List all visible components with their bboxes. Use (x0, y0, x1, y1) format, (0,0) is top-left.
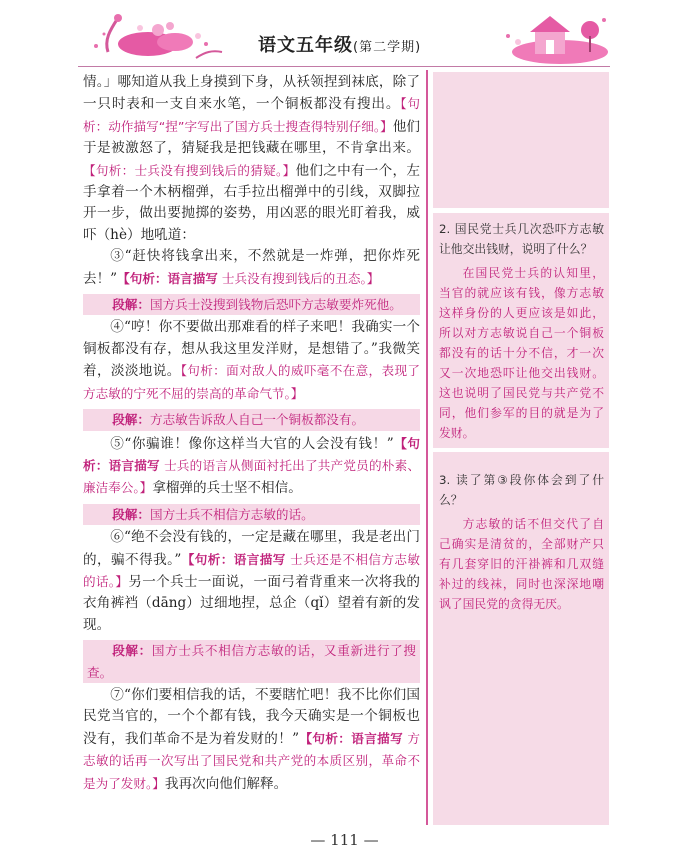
paragraph (83, 246, 420, 290)
analysis-label: 【句析：语言描写 (83, 435, 421, 473)
analysis-label: 【句析：语言描写 (181, 551, 286, 567)
analysis-label: 【句析：语言描写 (299, 730, 404, 746)
left-flower-icon (94, 14, 222, 58)
body-text: ③“赶快将钱拿出来，不然就是一炸弹，把你炸死去！” (83, 248, 420, 287)
body-text: 他们于是被激怒了，猜疑我是把钱藏在哪里，不肯拿出来。 (83, 118, 420, 157)
answer-text: 方志敏的话不但交代了自己确实是清贫的，全部财产只有几套穿旧的汗褂裤和几双缝补过的线袜，同时也深深地嘲讽了国民党的贪得无厌。 (439, 517, 604, 611)
column-divider (426, 70, 428, 825)
body-text: ⑤“你骗谁！像你这样当大官的人会没有钱！” (110, 435, 394, 452)
sidebar-blank-box (433, 72, 609, 208)
book-subtitle: (第二学期) (353, 40, 422, 55)
page-header (0, 0, 689, 75)
body-text: 他们之中有一个，左手拿着一个木柄榴弹，右手拉出榴弹中的引线，双脚拉开一步，做出要抛掷的姿势，用凶恶的眼光盯着我，威吓（hè）地吼道： (83, 162, 421, 243)
body-text: ⑥“绝不会没有钱的，一定是藏在哪里，我是老出门的，骗不得我。” (83, 529, 420, 568)
paragraph-summary (83, 409, 420, 430)
analysis-text: 士兵的语言从侧面衬托出了共产党员的朴素、廉洁奉公。】 (83, 457, 420, 496)
main-text-column (83, 72, 420, 795)
summary-text: 国方士兵不相信方志敏的话。 (149, 506, 314, 522)
paragraph (83, 527, 420, 636)
analysis-text: 士兵还是不相信方志敏的话。】 (83, 551, 421, 589)
body-text: 我再次向他们解释。 (164, 775, 288, 792)
right-house-icon (506, 16, 608, 64)
body-text: 情。」哪知道从我上身摸到下身，从袄领捏到袜底，除了一只时表和一支自来水笔，一个铜板都没有搜出。 (83, 74, 420, 113)
answer-text: 在国民党士兵的认知里，当官的就应该有钱，像方志敏这样身份的人更应该是如此，所以对方志敏说自己一个铜板都没有的话十分不信，才一次又一次地恐吓让他交出钱财。这也说明了国民党与共产党不同，他们参军的目的就是为了发财。 (439, 266, 604, 440)
sidebar-question-box (433, 213, 609, 448)
paragraph-summary (83, 294, 420, 315)
summary-text: 方志敏告诉敌人自己一个铜板都没有。 (149, 412, 365, 428)
body-text: ④“哼！你不要做出那难看的样子来吧！我确实一个铜板都没有存，想从我这里发洋财，是想错了。”我微笑着，淡淡地说。 (83, 319, 420, 380)
analysis-text: 士兵没有搜到钱后的丑态。】 (221, 270, 380, 286)
summary-text: 国方兵士没搜到钱物后恐吓方志敏要炸死他。 (149, 297, 402, 313)
sentence-analysis (117, 271, 379, 286)
question-text: 2. 国民党士兵几次恐吓方志敏让他交出钱财，说明了什么？ (439, 222, 604, 256)
sentence-analysis: 【句析：动作描写“捏”字写出了国方兵士搜查得特别仔细。】 (83, 96, 420, 134)
analysis-label: 【句析：语言描写 (117, 270, 218, 286)
body-text: 拿榴弹的兵士坚不相信。 (152, 480, 302, 497)
summary-text: 国方士兵不相信方志敏的话，又重新进行了搜查。 (87, 643, 417, 680)
summary-label: 段解： (112, 412, 150, 428)
page-title (258, 31, 421, 57)
summary-label: 段解： (112, 297, 150, 313)
page-number: — 111 — (310, 831, 379, 849)
paragraph-summary (83, 640, 420, 683)
summary-label: 段解： (112, 506, 150, 522)
paragraph (83, 433, 420, 500)
question-text: 3. 读了第③段你体会到了什么？ (439, 473, 604, 507)
header-divider (78, 66, 610, 67)
paragraph-summary (83, 504, 420, 525)
sidebar-question-box (433, 452, 609, 825)
book-title: 语文五年级 (258, 35, 353, 56)
body-text: ⑦“你们要相信我的话，不要瞎忙吧！我不比你们国民党当官的，一个个都有钱，我今天确实是一个铜板也没有，我们革命不是为着发财的！” (83, 686, 420, 747)
analysis-text: 方志敏的话再一次写出了国民党和共产党的本质区别，革命不是为了发财。】 (83, 730, 420, 791)
sentence-analysis: 【句析：士兵没有搜到钱后的猜疑。】 (83, 162, 296, 178)
summary-label: 段解： (112, 643, 152, 659)
paragraph (83, 685, 420, 795)
body-text: 另一个兵士一面说，一面弓着背重来一次将我的衣角裤裆（dāng）过细地捏，总企（qǐ）望着有新的发现。 (83, 573, 421, 633)
sentence-analysis: 【句析：面对敌人的威吓毫不在意，表现了方志敏的宁死不屈的崇高的革命气节。】 (83, 363, 421, 401)
paragraph (83, 72, 420, 246)
paragraph (83, 317, 420, 405)
